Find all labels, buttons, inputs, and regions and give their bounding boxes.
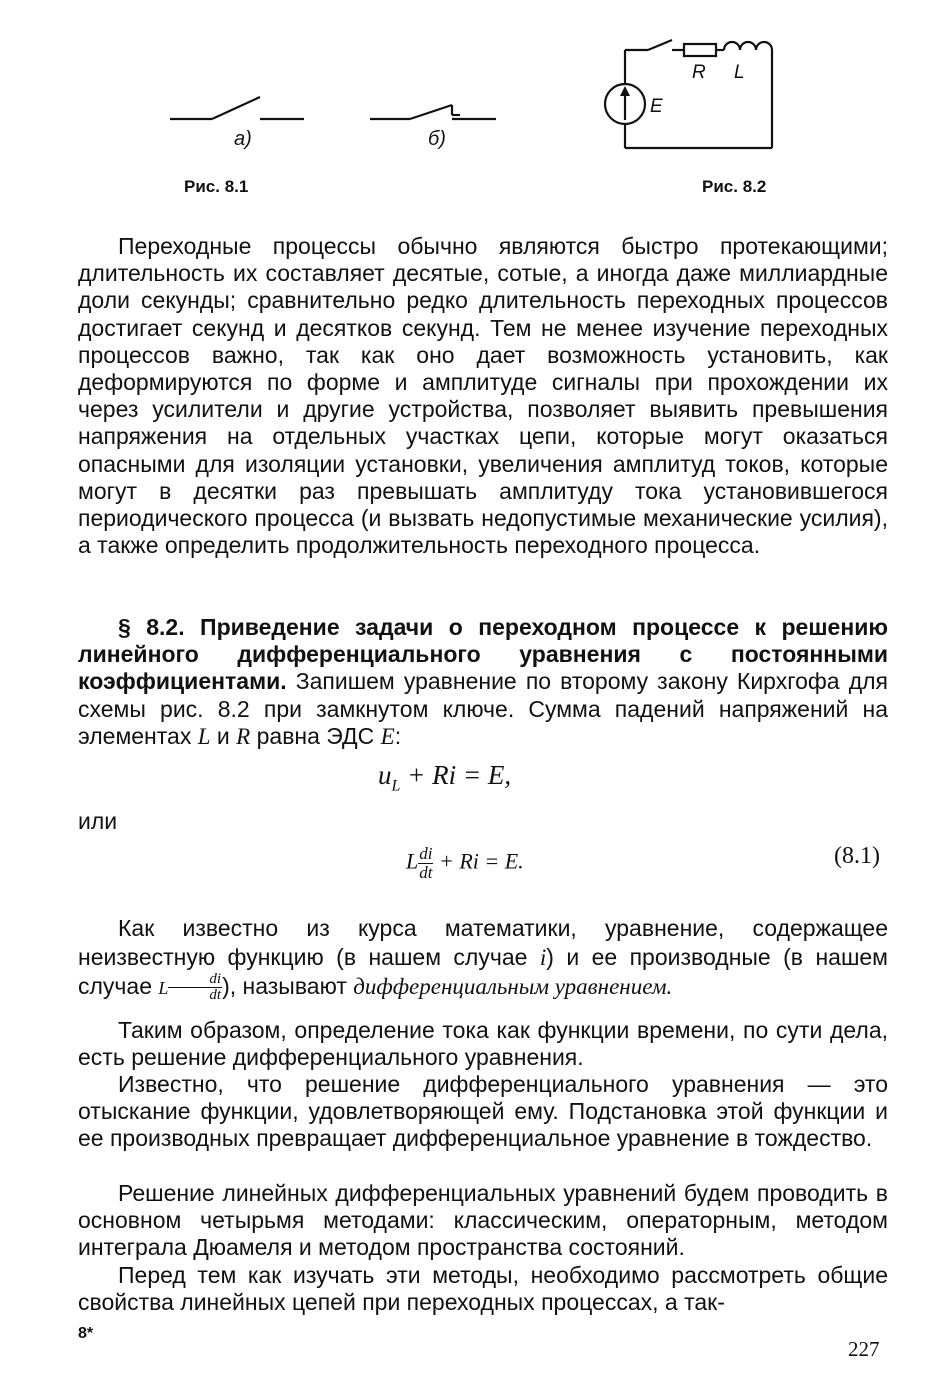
eq2-num: di bbox=[419, 844, 433, 863]
eq1-sub: L bbox=[391, 777, 401, 795]
paragraph-4: Таким образом, определение тока как функции времени, по сути дела, есть решение дифференциального уравнения. bbox=[78, 1017, 888, 1071]
inductor-icon bbox=[724, 42, 772, 50]
paragraph-5: Известно, что решение дифференциального уравнения — это отыскание функции, удовлетворяющей ему. Подстановка этой функции и ее производных превращает дифференциальное уравнение в тождество. bbox=[78, 1071, 888, 1152]
section-text-1: Запишем уравнение по второму закону Кирхгофа для схемы рис. 8.2 при замкнутом ключе. Сумма падений напряжений на элементах bbox=[78, 668, 888, 749]
eq2-l: L bbox=[406, 848, 419, 874]
fig2-label-l: L bbox=[734, 62, 745, 83]
resistor-icon bbox=[684, 44, 716, 56]
fig1-label-a: а) bbox=[234, 128, 252, 150]
eq1-rest: + Ri = E, bbox=[400, 760, 512, 790]
equation-kirchhoff bbox=[378, 760, 511, 795]
paragraph-1: Переходные процессы обычно являются быстро протекающими; длительность их составляет десятые, сотые, а иногда даже миллиардные доли секунды; сравнительно редко длительность переходных процессов достигает секунд и десятков секунд. Тем не менее изучение переходных процессов важно, так как оно дает возможность установить, как деформируются по форме и амплитуде сигналы при прохождении их через усилители и другие устройства, позволяет выявить превышения напряжения на отдельных участках цепи, которые могут оказаться опасными для изоляции установки, увеличения амплитуд токов, которые могут в десятки раз превышать амплитуду тока установившегося периодического процесса (и вызвать недопустимые механические усилия), а также определить продолжительность переходного процесса. bbox=[78, 233, 888, 559]
eq1-u: u bbox=[378, 760, 392, 790]
var-e: E bbox=[380, 723, 395, 749]
or-word: или bbox=[78, 808, 118, 834]
emf-arrow-icon bbox=[620, 86, 630, 96]
paragraph-3 bbox=[78, 914, 888, 1003]
section-colon: : bbox=[394, 722, 402, 749]
figure-8-2 bbox=[598, 38, 788, 158]
switch-closing-icon bbox=[370, 105, 496, 119]
signature-mark: 8* bbox=[78, 1325, 94, 1342]
switch-open-icon bbox=[170, 97, 304, 119]
var-l: L bbox=[197, 723, 211, 749]
fig1-label-b: б) bbox=[428, 128, 446, 150]
fig2-label-r: R bbox=[692, 62, 706, 83]
fig2-label-e: E bbox=[650, 96, 663, 117]
var-r: R bbox=[236, 723, 251, 749]
fig2-caption: Рис. 8.2 bbox=[702, 177, 767, 196]
p3-after: ), называют bbox=[222, 973, 354, 999]
p3-frac-num: di bbox=[168, 972, 222, 988]
equation-number: (8.1) bbox=[834, 843, 880, 869]
paragraph-7: Перед тем как изучать эти методы, необходимо рассмотреть общие свойства линейных цепей при переходных процессах, а так- bbox=[78, 1262, 888, 1316]
section-and: и bbox=[210, 722, 237, 749]
eq2-rest: + Ri = E. bbox=[433, 848, 524, 874]
fig1-caption: Рис. 8.1 bbox=[184, 177, 249, 196]
p3-term: дифференциальным уравнением. bbox=[353, 974, 673, 999]
p3-start: Как известно из курса математики, уравнение, содержащее неизвестную функцию (в нашем случае bbox=[78, 915, 888, 970]
section-heading: § 8.2. Приведение задачи о переходном процессе к решению линейного дифференциального уравнения с постоянными коэффициентами. bbox=[78, 614, 888, 695]
paragraph-6: Решение линейных дифференциальных уравнений будем проводить в основном четырьмя методами: классическим, операторным, методом интеграла Дюамеля и методом пространства состояний. bbox=[78, 1180, 888, 1261]
page-number: 227 bbox=[848, 1337, 880, 1361]
eq2-den: dt bbox=[419, 863, 433, 882]
switch-blade bbox=[648, 40, 672, 50]
figure-8-1 bbox=[160, 85, 510, 160]
p3-mid: ) и ее производные (в нашем случае bbox=[78, 944, 888, 999]
p3-frac-den: dt bbox=[209, 987, 222, 1004]
equation-8-1 bbox=[406, 845, 524, 882]
section-text-2: равна ЭДС bbox=[250, 722, 381, 749]
section-8-2-paragraph bbox=[78, 614, 888, 750]
p3-var-i: i bbox=[539, 945, 547, 970]
p3-frac-l: L bbox=[158, 978, 169, 998]
